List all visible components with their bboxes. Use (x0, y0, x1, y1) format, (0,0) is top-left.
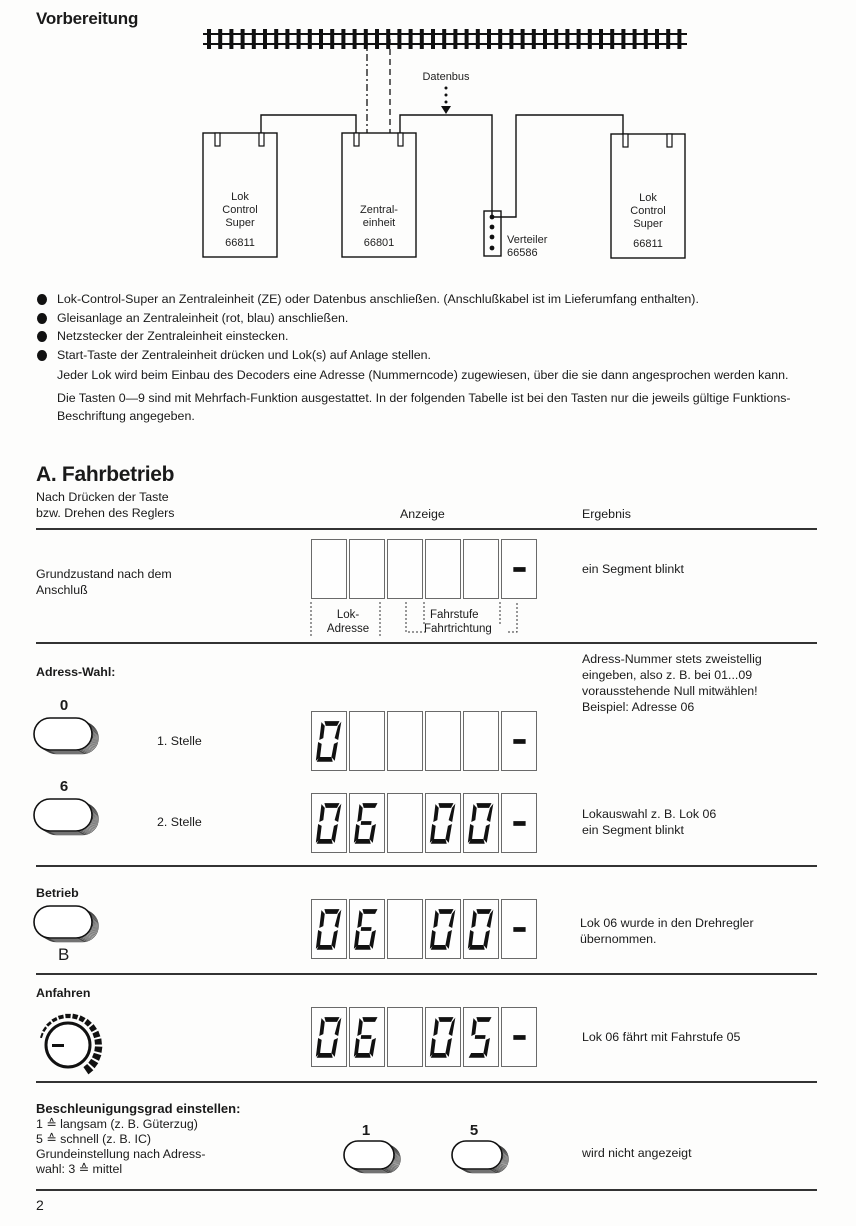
step-label: 2. Stelle (157, 815, 202, 829)
lcd-display (311, 899, 537, 959)
column-header-action-line2: bzw. Drehen des Reglers (36, 506, 175, 520)
lcd-digit (425, 899, 461, 959)
note-line: eingeben, also z. B. bei 01...09 (582, 668, 753, 682)
lcd-digit (349, 793, 385, 853)
lcd-digit (425, 1007, 461, 1067)
column-header-result: Ergebnis (582, 507, 631, 521)
lcd-digit (501, 711, 537, 771)
lcd-digit (501, 899, 537, 959)
divider (36, 528, 817, 530)
svg-text:einheit: einheit (362, 217, 396, 229)
key-label: 5 (469, 1122, 479, 1139)
lcd-digit (425, 539, 461, 599)
svg-text:Lok: Lok (231, 191, 249, 203)
lcd-digit (501, 539, 537, 599)
prep-paragraph: Die Tasten 0—9 sind mit Mehrfach-Funktion ausgestattet. In der folgenden Tabelle ist bei den Tasten nur die jeweils gültige Funktions-Beschriftung angegeben. (57, 390, 791, 423)
lcd-digit (463, 793, 499, 853)
lcd-digit (501, 793, 537, 853)
prep-step: Lok-Control-Super an Zentraleinheit (ZE) oder Datenbus anschließen. (Anschlußkabel ist im Lieferumfang enthalten). (36, 290, 826, 309)
row-adress-wahl-note (582, 651, 762, 715)
lcd-display (311, 539, 537, 599)
lcd-digit (311, 711, 347, 771)
svg-text:Zentral-: Zentral- (360, 204, 398, 216)
svg-text:Super: Super (633, 218, 663, 230)
key-button-1[interactable] (343, 1140, 403, 1174)
note-line: 1 ≙ langsam (z. B. Güterzug) (36, 1117, 198, 1131)
note-line: 5 ≙ schnell (z. B. IC) (36, 1132, 152, 1146)
note-line: Adress-Nummer stets zweistellig (582, 652, 762, 666)
divider (36, 865, 817, 867)
section-title-fahrbetrieb: A. Fahrbetrieb (36, 463, 175, 486)
lcd-display (311, 711, 537, 771)
row-beschleunigung-notes (36, 1117, 205, 1177)
section-title-preparation: Vorbereitung (36, 9, 139, 28)
lcd-digit (387, 899, 423, 959)
svg-text:Control: Control (222, 204, 258, 216)
row-beschleunigung-result: wird nicht angezeigt (582, 1146, 692, 1160)
action-line: Anschluß (36, 583, 88, 597)
key-button-0[interactable] (33, 717, 103, 757)
svg-text:Super: Super (225, 217, 255, 229)
result-line: Lok 06 wurde in den Drehregler (580, 916, 754, 930)
divider (36, 642, 817, 644)
divider (36, 1081, 817, 1083)
legend-line: Adresse (326, 623, 370, 635)
result-line: Lokauswahl z. B. Lok 06 (582, 807, 717, 821)
lcd-digit (349, 1007, 385, 1067)
svg-text:Lok: Lok (639, 192, 657, 204)
row-betrieb-result (580, 915, 754, 947)
result-line: ein Segment blinkt (582, 823, 684, 837)
lcd-display (311, 793, 537, 853)
lcd-digit (349, 539, 385, 599)
lcd-digit (311, 1007, 347, 1067)
legend-fahrtrichtung: Fahrtrichtung (424, 623, 492, 635)
prep-step: Netzstecker der Zentraleinheit einstecken. (36, 327, 826, 346)
key-label: 0 (59, 697, 69, 714)
note-line: Grundeinstellung nach Adress- (36, 1147, 206, 1161)
key-label: 6 (59, 778, 69, 795)
row-anfahren-heading: Anfahren (36, 986, 91, 1000)
column-header-display: Anzeige (400, 507, 445, 521)
row-adress-wahl-result (582, 806, 716, 838)
lcd-digit (463, 539, 499, 599)
divider (36, 973, 817, 975)
legend-fahrstufe: Fahrstufe (430, 609, 479, 621)
action-line: Grundzustand nach dem (36, 567, 172, 581)
note-line: vorausstehende Null mitwählen! (582, 684, 758, 698)
divider (36, 1189, 817, 1191)
lcd-digit (501, 1007, 537, 1067)
note-line: Beispiel: Adresse 06 (582, 700, 695, 714)
lcd-digit (387, 1007, 423, 1067)
page-number: 2 (36, 1197, 44, 1213)
prep-paragraph: Jeder Lok wird beim Einbau des Decoders eine Adresse (Nummerncode) zugewiesen, über die sie dann angesprochen werden kann. (57, 368, 789, 382)
column-header-action-line1: Nach Drücken der Taste (36, 490, 169, 504)
lcd-digit (311, 539, 347, 599)
row-beschleunigung-heading: Beschleunigungsgrad einstellen: (36, 1101, 241, 1116)
lcd-digit (387, 711, 423, 771)
key-button-5[interactable] (451, 1140, 511, 1174)
lcd-digit (463, 899, 499, 959)
rotary-knob-icon[interactable] (30, 1005, 110, 1077)
lcd-digit (349, 711, 385, 771)
wiring-diagram-svg (195, 20, 695, 265)
preparation-steps (36, 290, 826, 426)
lcd-digit (311, 793, 347, 853)
svg-text:66586: 66586 (507, 247, 538, 259)
key-button-6[interactable] (33, 798, 103, 838)
lcd-digit (387, 539, 423, 599)
lcd-digit (425, 793, 461, 853)
key-label: B (58, 945, 70, 964)
lcd-digit (349, 899, 385, 959)
row-betrieb-heading: Betrieb (36, 886, 79, 900)
svg-text:66811: 66811 (633, 238, 663, 250)
prep-step: Gleisanlage an Zentraleinheit (rot, blau) anschließen. (36, 309, 826, 328)
wiring-diagram (195, 20, 695, 265)
legend-line: Lok- (336, 609, 360, 621)
svg-text:Control: Control (630, 205, 666, 217)
row-grundzustand-action (36, 566, 172, 598)
column-header-action (36, 489, 174, 521)
step-label: 1. Stelle (157, 734, 202, 748)
row-anfahren-result: Lok 06 fährt mit Fahrstufe 05 (582, 1030, 741, 1044)
track-icon (203, 29, 687, 49)
svg-text:Datenbus: Datenbus (422, 71, 470, 83)
row-adress-wahl-heading: Adress-Wahl: (36, 665, 116, 679)
lcd-digit (311, 899, 347, 959)
result-line: übernommen. (580, 932, 657, 946)
legend-lok-adresse (323, 608, 373, 636)
svg-text:Verteiler: Verteiler (507, 234, 548, 246)
lcd-digit (425, 711, 461, 771)
key-label: 1 (361, 1122, 371, 1139)
lcd-digit (463, 1007, 499, 1067)
key-button-b[interactable] (33, 905, 103, 945)
prep-step: Start-Taste der Zentraleinheit drücken und Lok(s) auf Anlage stellen. (36, 346, 826, 365)
svg-text:66811: 66811 (225, 237, 255, 249)
note-line: wahl: 3 ≙ mittel (36, 1162, 123, 1176)
svg-text:66801: 66801 (363, 237, 395, 249)
lcd-display (311, 1007, 537, 1067)
row-grundzustand-result: ein Segment blinkt (582, 562, 684, 576)
lcd-digit (463, 711, 499, 771)
lcd-digit (387, 793, 423, 853)
